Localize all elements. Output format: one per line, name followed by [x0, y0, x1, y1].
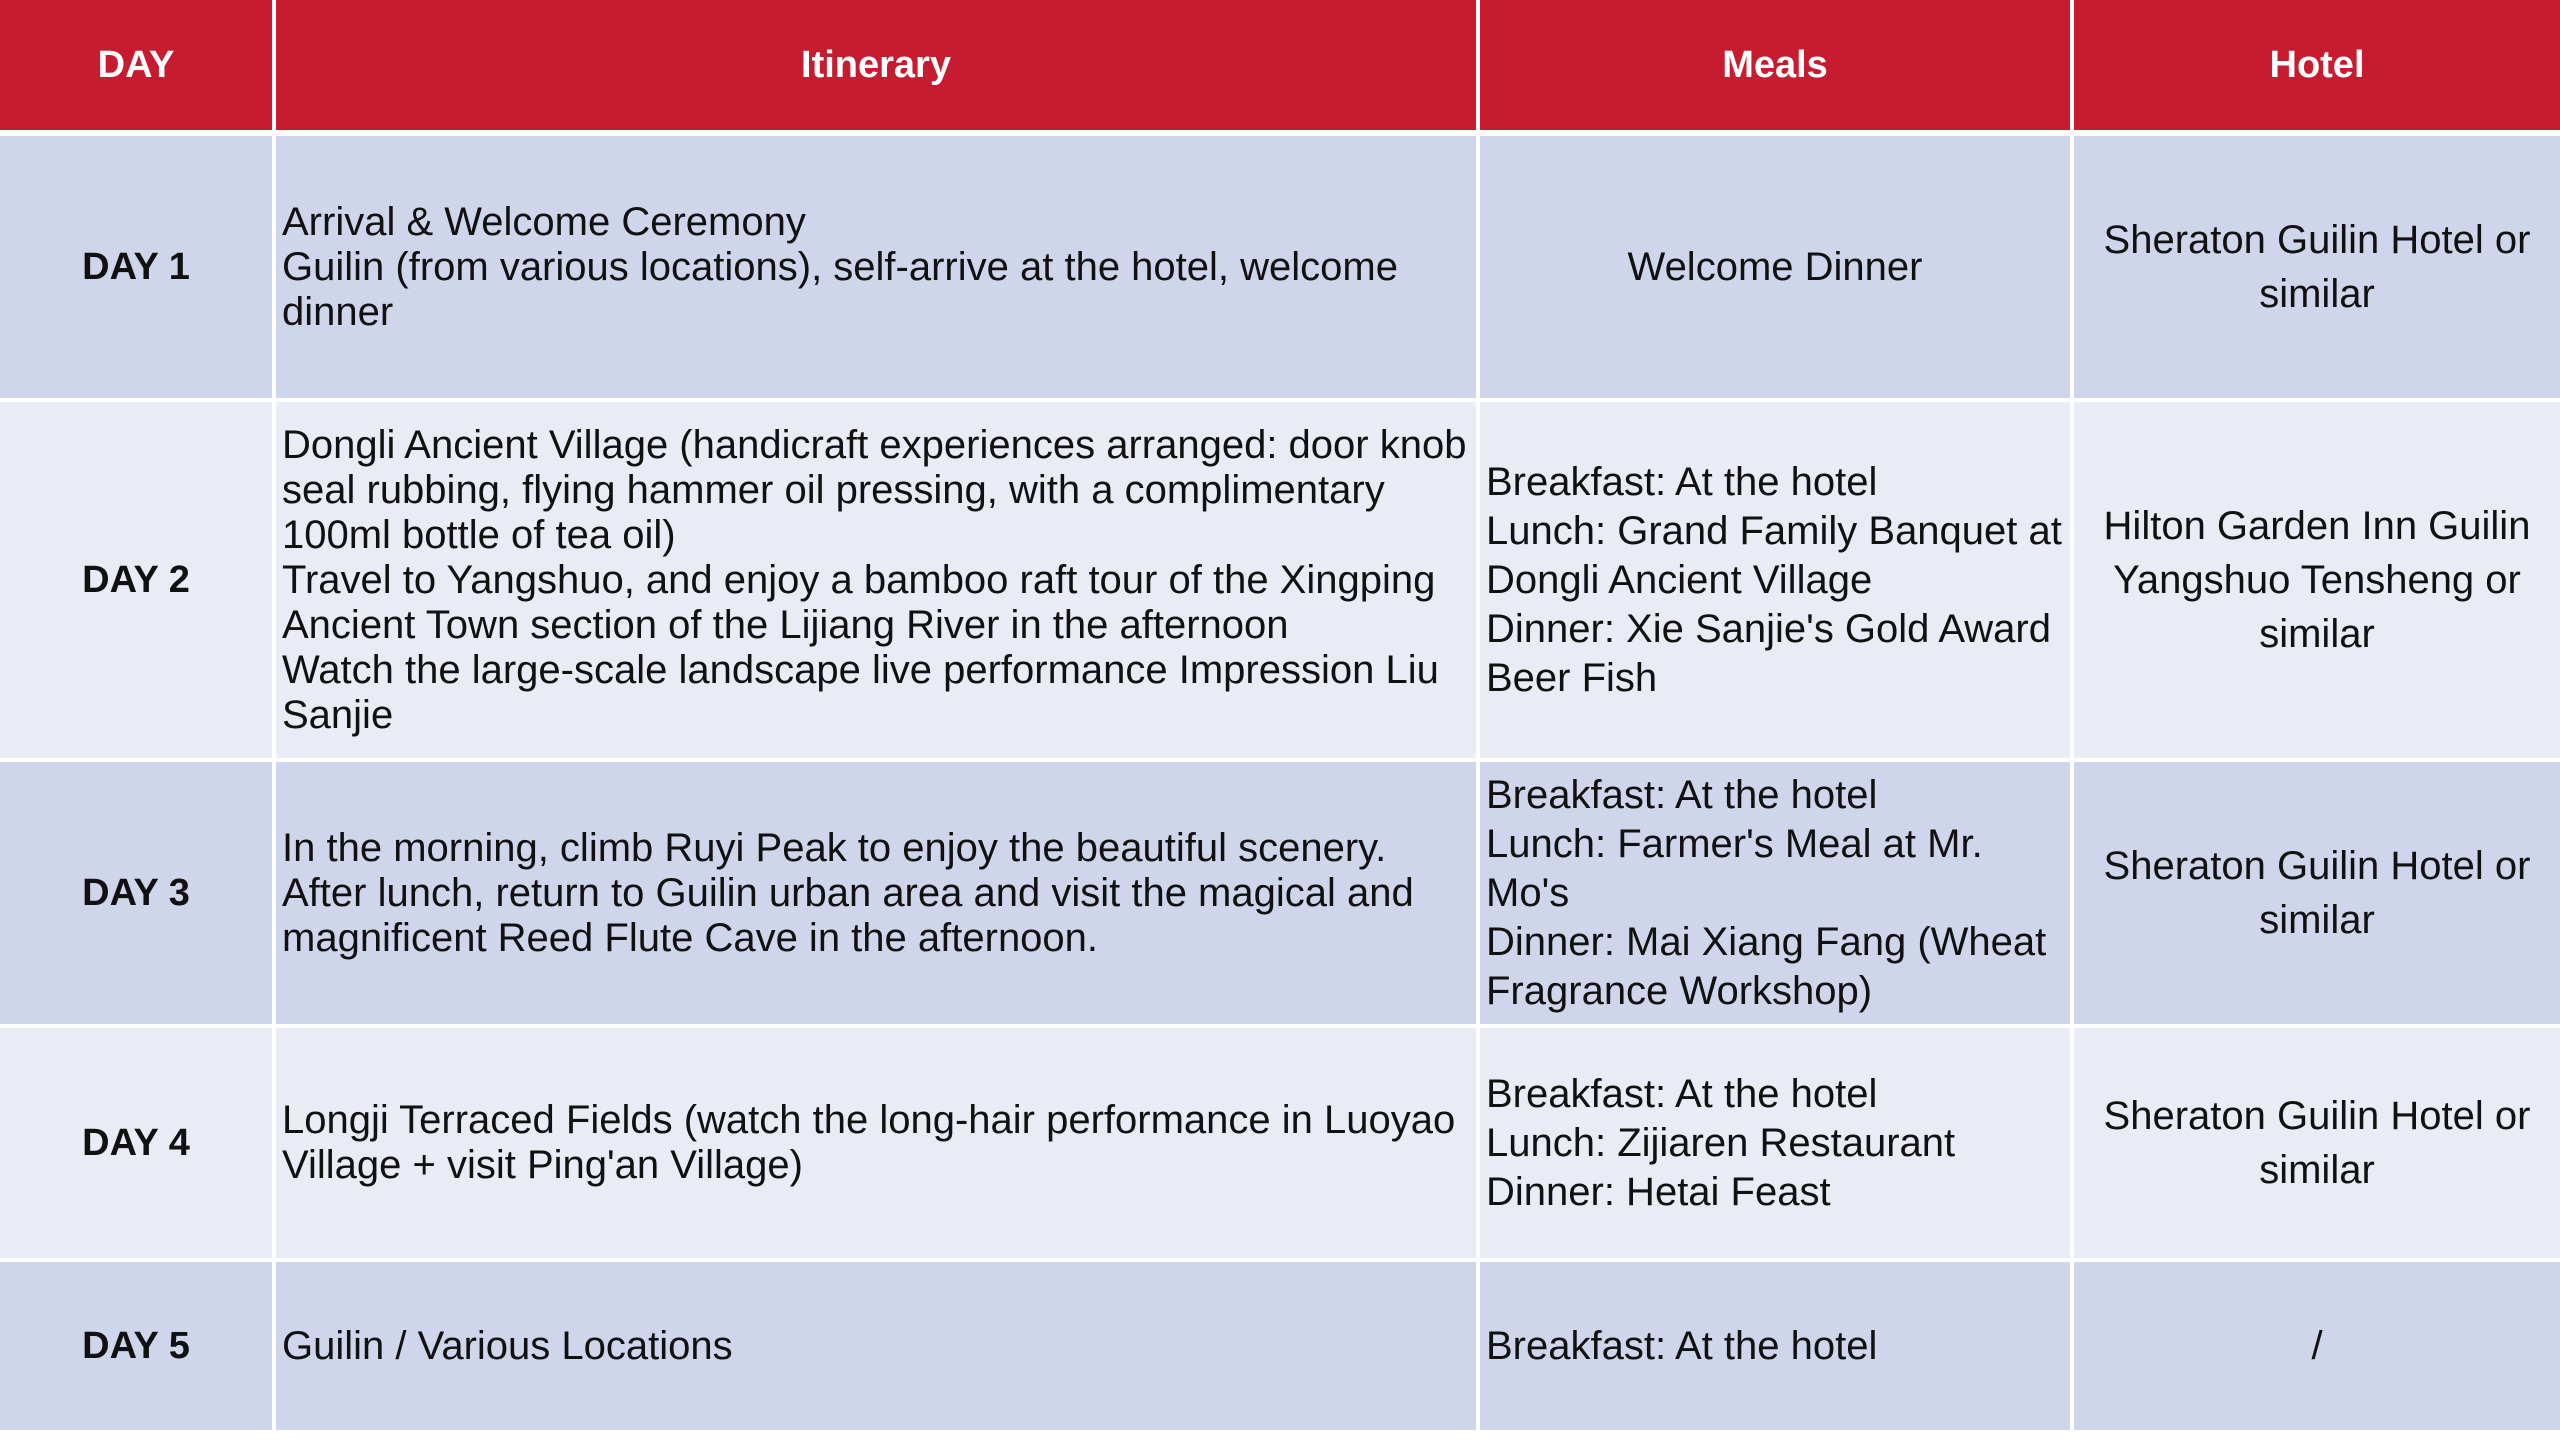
meal-line: Lunch: Farmer's Meal at Mr. Mo's — [1486, 821, 1983, 915]
meal-line: Lunch: Zijiaren Restaurant — [1486, 1120, 1956, 1165]
itinerary-line: In the morning, climb Ruyi Peak to enjoy the beautiful scenery. — [282, 825, 1387, 870]
itinerary-line: Guilin (from various locations), self-arrive at the hotel, welcome dinner — [282, 244, 1398, 334]
hotel-cell: Sheraton Guilin Hotel or similar — [2072, 760, 2560, 1026]
itinerary-line: Dongli Ancient Village (handicraft experiences arranged: door knob seal rubbing, flying hammer oil pressing, with a complimentary 100ml bottle of tea oil) — [282, 422, 1467, 557]
itinerary-cell — [274, 760, 1478, 1026]
itinerary-cell — [274, 1260, 1478, 1432]
hotel-cell: Sheraton Guilin Hotel or similar — [2072, 1026, 2560, 1260]
itinerary-line: Watch the large-scale landscape live performance Impression Liu Sanjie — [282, 647, 1439, 737]
table-row — [0, 1026, 2560, 1260]
table-row — [0, 760, 2560, 1026]
meal-line: Dinner: Hetai Feast — [1486, 1169, 1831, 1214]
itinerary-line: Arrival & Welcome Ceremony — [282, 199, 806, 244]
day-label: DAY 5 — [0, 1260, 274, 1432]
meals-cell — [1478, 400, 2072, 760]
hotel-cell: Hilton Garden Inn Guilin Yangshuo Tensheng or similar — [2072, 400, 2560, 760]
header-itinerary: Itinerary — [274, 0, 1478, 133]
meals-cell — [1478, 1026, 2072, 1260]
meal-line: Welcome Dinner — [1627, 244, 1923, 289]
meal-line: Dinner: Mai Xiang Fang (Wheat Fragrance Workshop) — [1486, 919, 2047, 1013]
itinerary-line: Guilin / Various Locations — [282, 1323, 733, 1368]
meal-line: Breakfast: At the hotel — [1486, 1071, 1878, 1116]
itinerary-cell — [274, 1026, 1478, 1260]
day-label: DAY 4 — [0, 1026, 274, 1260]
day-label: DAY 1 — [0, 133, 274, 400]
table-body — [0, 133, 2560, 1432]
meals-cell — [1478, 133, 2072, 400]
table-row — [0, 133, 2560, 400]
itinerary-line: Travel to Yangshuo, and enjoy a bamboo raft tour of the Xingping Ancient Town section of the Lijiang River in the afternoon — [282, 557, 1436, 647]
day-label: DAY 3 — [0, 760, 274, 1026]
header-hotel: Hotel — [2072, 0, 2560, 133]
day-label: DAY 2 — [0, 400, 274, 760]
meals-cell — [1478, 760, 2072, 1026]
meal-line: Lunch: Grand Family Banquet at Dongli Ancient Village — [1486, 508, 2062, 602]
meal-line: Dinner: Xie Sanjie's Gold Award Beer Fish — [1486, 606, 2051, 700]
itinerary-line: After lunch, return to Guilin urban area and visit the magical and magnificent Reed Flute Cave in the afternoon. — [282, 870, 1414, 960]
table-header — [0, 0, 2560, 133]
hotel-cell: / — [2072, 1260, 2560, 1432]
header-meals: Meals — [1478, 0, 2072, 133]
meal-line: Breakfast: At the hotel — [1486, 1323, 1878, 1368]
table-row — [0, 1260, 2560, 1432]
hotel-cell: Sheraton Guilin Hotel or similar — [2072, 133, 2560, 400]
itinerary-cell — [274, 133, 1478, 400]
table-row — [0, 400, 2560, 760]
meal-line: Breakfast: At the hotel — [1486, 772, 1878, 817]
itinerary-cell — [274, 400, 1478, 760]
meals-cell — [1478, 1260, 2072, 1432]
meal-line: Breakfast: At the hotel — [1486, 459, 1878, 504]
itinerary-line: Longji Terraced Fields (watch the long-hair performance in Luoyao Village + visit Ping'an Village) — [282, 1098, 1456, 1187]
header-day: DAY — [0, 0, 274, 133]
header-row — [0, 0, 2560, 133]
